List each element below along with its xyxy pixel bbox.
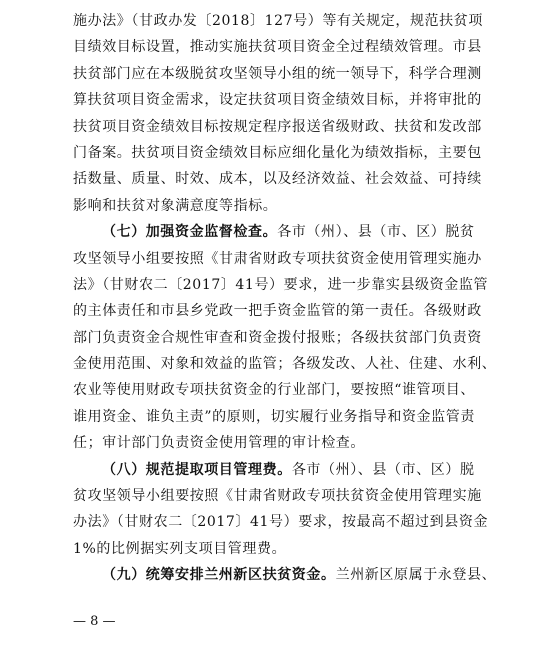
section-8-heading: （八）规范提取项目管理费。 bbox=[102, 461, 292, 478]
section-7-lead: 各市（州）、县（市、区）脱贫 bbox=[277, 224, 475, 241]
paragraph-line: 影响和扶贫对象满意度等指标。 bbox=[73, 197, 278, 214]
paragraph-line: 贫攻坚领导小组要按照《甘肃省财政专项扶贫资金使用管理实施 bbox=[73, 488, 482, 505]
section-7-first-line bbox=[73, 219, 485, 245]
paragraph-line: 扶贫部门应在本级脱贫攻坚领导小组的统一领导下，科学合理测 bbox=[73, 65, 482, 82]
paragraph-line: 谁用资金、谁负主责”的原则，切实履行业务指导和资金监管责 bbox=[73, 408, 475, 425]
paragraph-line: 农业等使用财政专项扶贫资金的行业部门，要按照“谁管项目、 bbox=[73, 382, 475, 399]
paragraph-line: 部门负责资金合规性审查和资金拨付报账；各级扶贫部门负责资 bbox=[73, 329, 482, 346]
paragraph-line: 金使用范围、对象和效益的监管；各级发改、人社、住建、水利、 bbox=[73, 356, 497, 373]
paragraph-line: 法》（甘财农二〔2017〕41号）要求，进一步靠实县级资金监管 bbox=[73, 276, 489, 293]
section-7-heading: （七）加强资金监督检查。 bbox=[102, 224, 278, 241]
paragraph-line: 办法》（甘财农二〔2017〕41号）要求，按最高不超过到县资金 bbox=[73, 514, 489, 531]
body-text bbox=[73, 8, 497, 589]
paragraph-line: 括数量、质量、时效、成本，以及经济效益、社会效益、可持续 bbox=[73, 171, 482, 188]
paragraph-line: 扶贫项目资金绩效目标按规定程序报送省级财政、扶贫和发改部 bbox=[73, 118, 482, 135]
section-9-lead: 兰州新区原属于永登县、 bbox=[335, 567, 497, 584]
paragraph-line: 算扶贫项目资金需求，设定扶贫项目资金绩效目标，并将审批的 bbox=[73, 92, 482, 109]
paragraph-line: 目绩效目标设置，推动实施扶贫项目资金全过程绩效管理。市县 bbox=[73, 39, 482, 56]
paragraph-line: 任；审计部门负责资金使用管理的审计检查。 bbox=[73, 435, 365, 452]
page-number: — 8 — bbox=[73, 614, 116, 629]
section-8-lead: 各市（州）、县（市、区）脱 bbox=[291, 461, 475, 478]
section-9-first-line bbox=[73, 562, 497, 588]
paragraph-line: 施办法》（甘政办发〔2018〕127号）等有关规定，规范扶贫项 bbox=[73, 13, 483, 29]
paragraph-line: 的主体责任和市县乡党政一把手资金监管的第一责任。各级财政 bbox=[73, 303, 482, 320]
paragraph-line: 1%的比例据实列支项目管理费。 bbox=[73, 540, 287, 557]
section-8-first-line bbox=[73, 457, 485, 483]
paragraph-line: 门备案。扶贫项目资金绩效目标应细化量化为绩效指标，主要包 bbox=[73, 144, 482, 161]
paragraph-line: 攻坚领导小组要按照《甘肃省财政专项扶贫资金使用管理实施办 bbox=[73, 250, 482, 267]
section-9-heading: （九）统筹安排兰州新区扶贫资金。 bbox=[102, 567, 336, 584]
